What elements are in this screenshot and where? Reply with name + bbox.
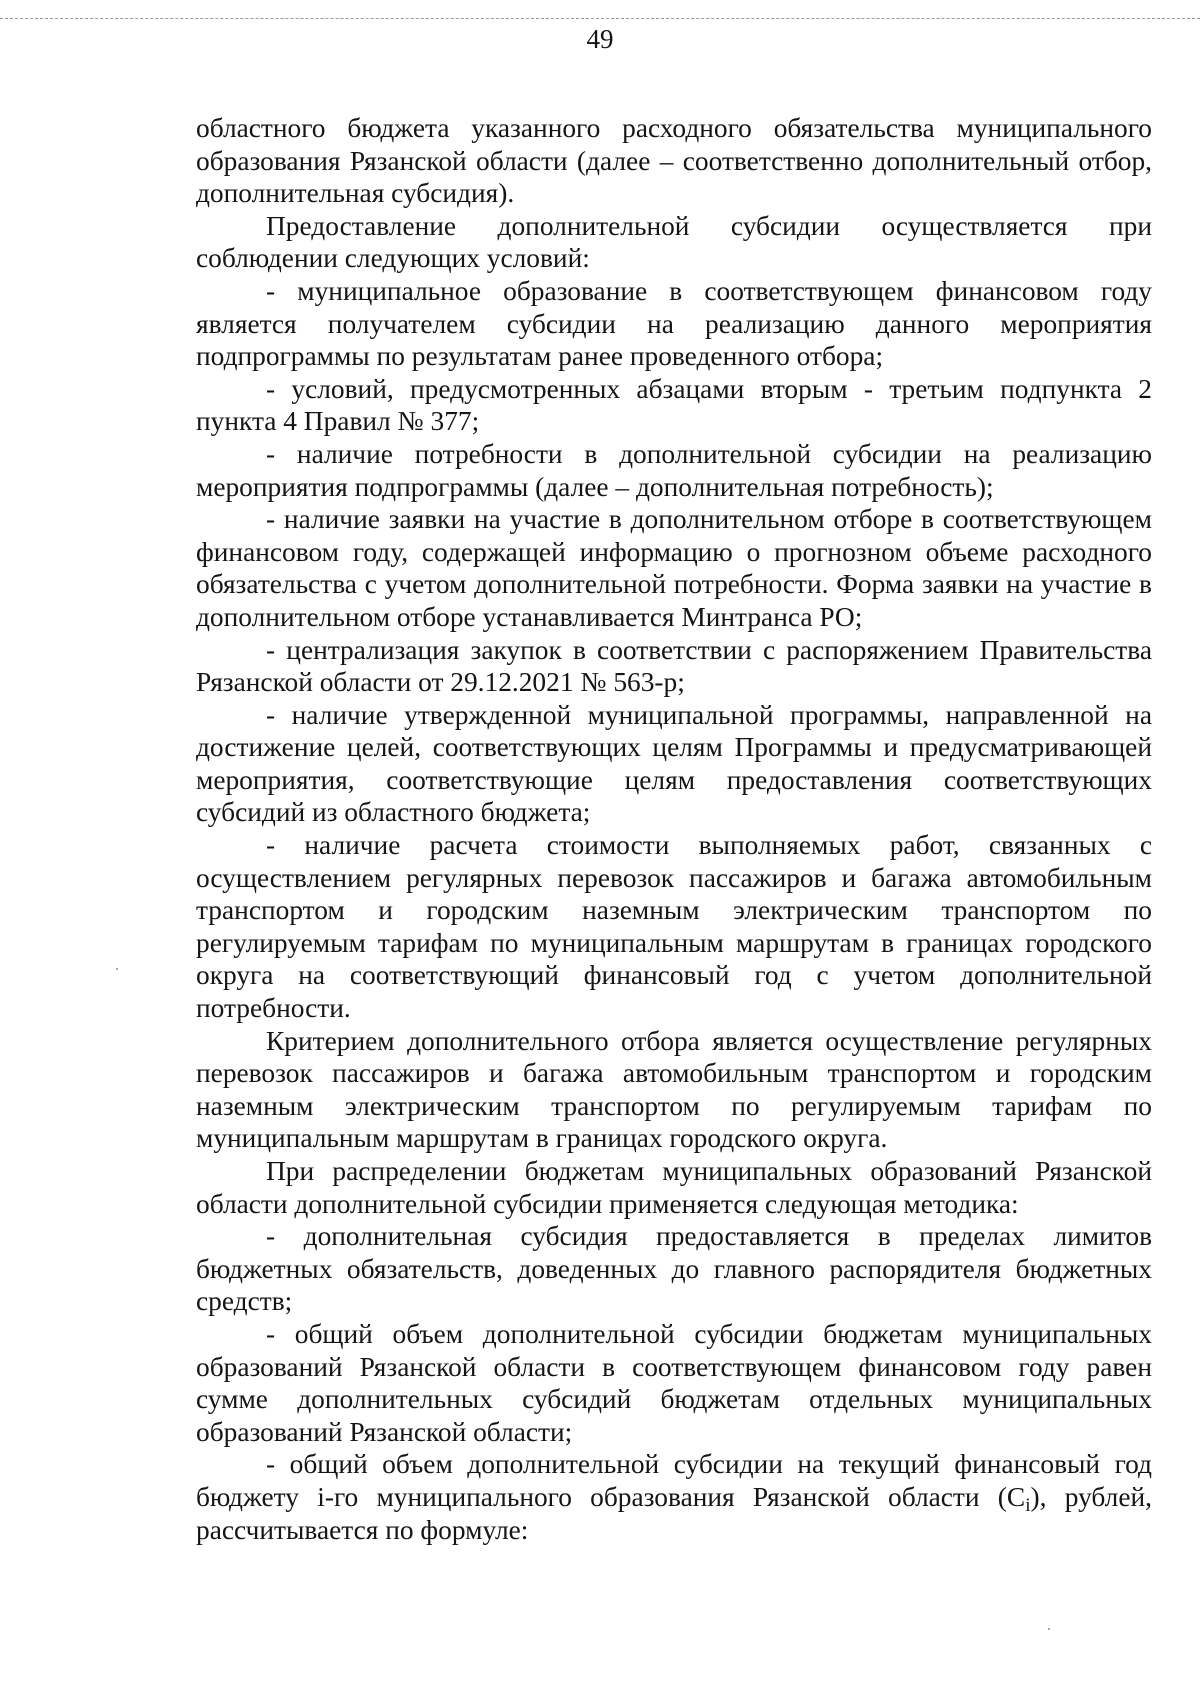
list-item: - наличие утвержденной муниципальной программы, направленной на достижение целей, соответствующих целям Программы и предусматривающей мероприятия, соответствующие целям предоставления соответствующих субсидий из областного бюджета;: [196, 699, 1152, 828]
scan-edge-line: [0, 18, 1200, 19]
list-item: - общий объем дополнительной субсидии бюджетам муниципальных образований Рязанской области в соответствующем финансовом году равен сумме дополнительных субсидий бюджетам отдельных муниципальных образований Рязанской области;: [196, 1318, 1152, 1447]
list-item: - централизация закупок в соответствии с распоряжением Правительства Рязанской области от 29.12.2021 № 563-р;: [196, 634, 1152, 698]
scan-speck: [1048, 1628, 1050, 1630]
subscript-i: i: [1025, 1494, 1031, 1516]
paragraph-criterion: Критерием дополнительного отбора является осуществление регулярных перевозок пассажиров и багажа автомобильным транспортом и городским наземным электрическим транспортом по регулируемым тарифам по муниципальным маршрутам в границах городского округа.: [196, 1025, 1152, 1154]
paragraph-conditions-intro: Предоставление дополнительной субсидии осуществляется при соблюдении следующих условий:: [196, 210, 1152, 274]
list-item-formula-lead: [196, 1448, 1152, 1546]
document-body: [196, 112, 1152, 1546]
scan-speck: [116, 968, 118, 970]
list-item: - наличие потребности в дополнительной субсидии на реализацию мероприятия подпрограммы (далее – дополнительная потребность);: [196, 438, 1152, 502]
list-item: - наличие заявки на участие в дополнительном отборе в соответствующем финансовом году, содержащей информацию о прогнозном объеме расходного обязательства с учетом дополнительной потребности. Форма заявки на участие в дополнительном отборе устанавливается Минтранса РО;: [196, 504, 1152, 632]
page-number: 49: [586, 24, 614, 54]
formula-lead-tail: ), рублей, рассчитывается по формуле:: [196, 1481, 1153, 1545]
paragraph-methodology-intro: При распределении бюджетам муниципальных образований Рязанской области дополнительной субсидии применяется следующая методика:: [196, 1156, 1152, 1219]
list-item: - условий, предусмотренных абзацами вторым - третьим подпункта 2 пункта 4 Правил № 377;: [196, 373, 1152, 437]
formula-lead-text: - общий объем дополнительной субсидии на текущий финансовый год бюджету i-го муниципального образования Рязанской области (C: [196, 1449, 1152, 1512]
list-item: - наличие расчета стоимости выполняемых работ, связанных с осуществлением регулярных перевозок пассажиров и багажа автомобильным транспортом и городским наземным электрическим транспортом по регулируемым тарифам по муниципальным маршрутам в границах городского округа на соответствующий финансовый год с учетом дополнительной потребности.: [196, 830, 1152, 1024]
paragraph-continuation: областного бюджета указанного расходного обязательства муниципального образования Рязанской области (далее – соответственно дополнительный отбор, дополнительная субсидия).: [196, 113, 1152, 209]
list-item: - дополнительная субсидия предоставляется в пределах лимитов бюджетных обязательств, доведенных до главного распорядителя бюджетных средств;: [196, 1221, 1152, 1317]
list-item: - муниципальное образование в соответствующем финансовом году является получателем субсидии на реализацию данного мероприятия подпрограммы по результатам ранее проведенного отбора;: [196, 275, 1152, 372]
